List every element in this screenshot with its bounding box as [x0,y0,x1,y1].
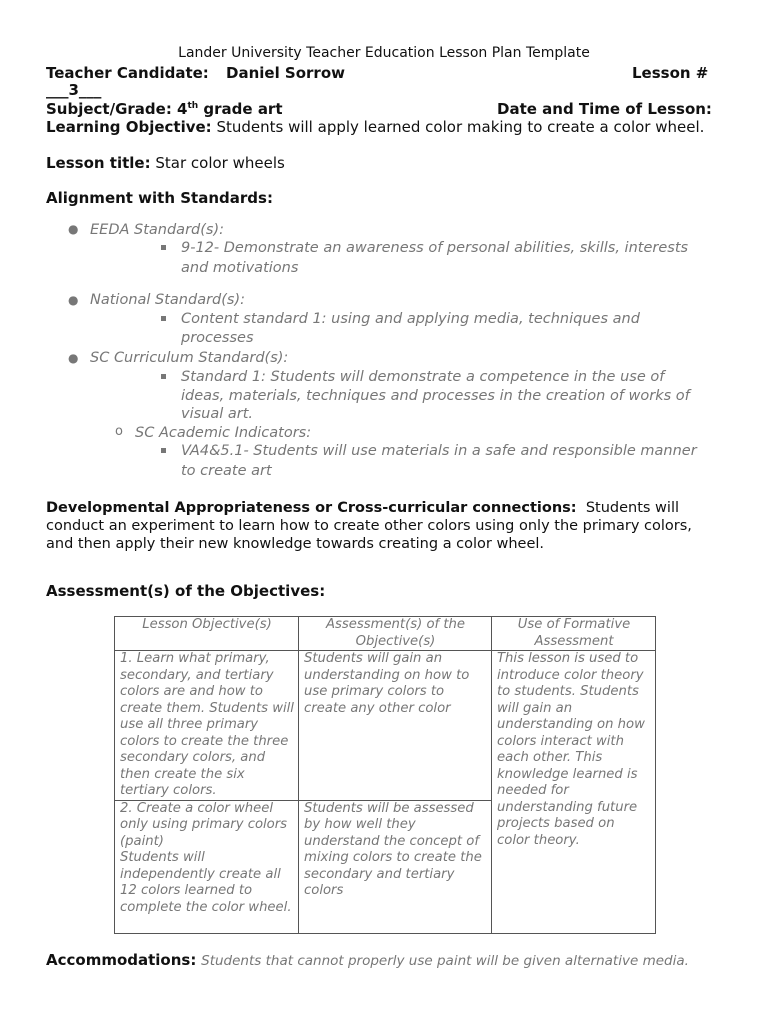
formative-cell: This lesson is used to introduce color theory to students. Students will gain an understanding on how colors interact with each other. This knowledge learned is needed for understanding future projects based on color theory. [492,651,656,934]
bullet-icon: ● [68,351,79,365]
column-header: Assessment(s) of the Objective(s) [299,617,492,651]
teacher-candidate-label: Teacher Candidate: [46,64,209,82]
objective-cell: 2. Create a color wheel only using primary colors (paint) Students will independently create all 12 colors learned to complete the color wheel. [115,800,299,933]
square-bullet-icon [161,245,166,250]
eeda-standard-item-cont: and motivations [181,260,299,276]
lesson-number-label: Lesson # [632,64,709,82]
developmental-line1: Developmental Appropriateness or Cross-curricular connections: Students will [46,500,680,516]
column-header: Lesson Objective(s) [115,617,299,651]
circle-bullet-icon: o [115,424,123,439]
sc-academic-item: VA4&5.1- Students will use materials in a safe and responsible manner [181,443,697,459]
square-bullet-icon [161,374,166,379]
assessment-table [114,616,656,934]
developmental-line2: conduct an experiment to learn how to create other colors using only the primary colors, [46,518,692,534]
assessment-cell: Students will be assessed by how well they understand the concept of mixing colors to create the secondary and tertiary colors [299,800,492,933]
sc-curriculum-label: SC Curriculum Standard(s): [90,350,289,366]
sc-academic-item-cont: to create art [181,463,272,479]
column-header: Use of Formative Assessment [492,617,656,651]
date-time-label: Date and Time of Lesson: [497,100,712,118]
lesson-title: Lesson title: Star color wheels [46,154,285,172]
assessment-cell: Students will gain an understanding on how to use primary colors to create any other color [299,651,492,801]
template-title: Lander University Teacher Education Lesson Plan Template [178,45,590,61]
sc-curriculum-item-cont2: visual art. [181,406,254,422]
national-standard-label: National Standard(s): [90,292,246,308]
sc-curriculum-item-cont: ideas, materials, techniques and processes in the creation of works of [181,388,690,404]
national-standard-item: Content standard 1: using and applying media, techniques and [181,311,640,327]
sc-curriculum-item: Standard 1: Students will demonstrate a competence in the use of [181,369,665,385]
assessment-heading: Assessment(s) of the Objectives: [46,582,326,600]
lesson-number-value: ___3___ [46,81,102,99]
learning-objective: Learning Objective: Students will apply learned color making to create a color wheel. [46,118,705,136]
table-row [115,651,656,801]
table-header-row [115,617,656,651]
eeda-standard-item: 9-12- Demonstrate an awareness of personal abilities, skills, interests [181,240,689,256]
bullet-icon: ● [68,293,79,307]
objective-cell: 1. Learn what primary, secondary, and tertiary colors are and how to create them. Students will use all three primary colors to create the three secondary colors, and then create the six tertiary colors. [115,651,299,801]
standards-heading: Alignment with Standards: [46,189,273,207]
accommodations: Accommodations: Students that cannot properly use paint will be given alternative media. [46,951,689,969]
developmental-line3: and then apply their new knowledge towards creating a color wheel. [46,536,545,552]
square-bullet-icon [161,448,166,453]
sc-academic-label: SC Academic Indicators: [135,425,312,441]
teacher-name: Daniel Sorrow [226,64,345,82]
national-standard-item-cont: processes [181,330,254,346]
bullet-icon: ● [68,222,79,236]
square-bullet-icon [161,316,166,321]
eeda-standard-label: EEDA Standard(s): [90,222,224,238]
subject-grade: Subject/Grade: 4th grade art [46,100,283,118]
